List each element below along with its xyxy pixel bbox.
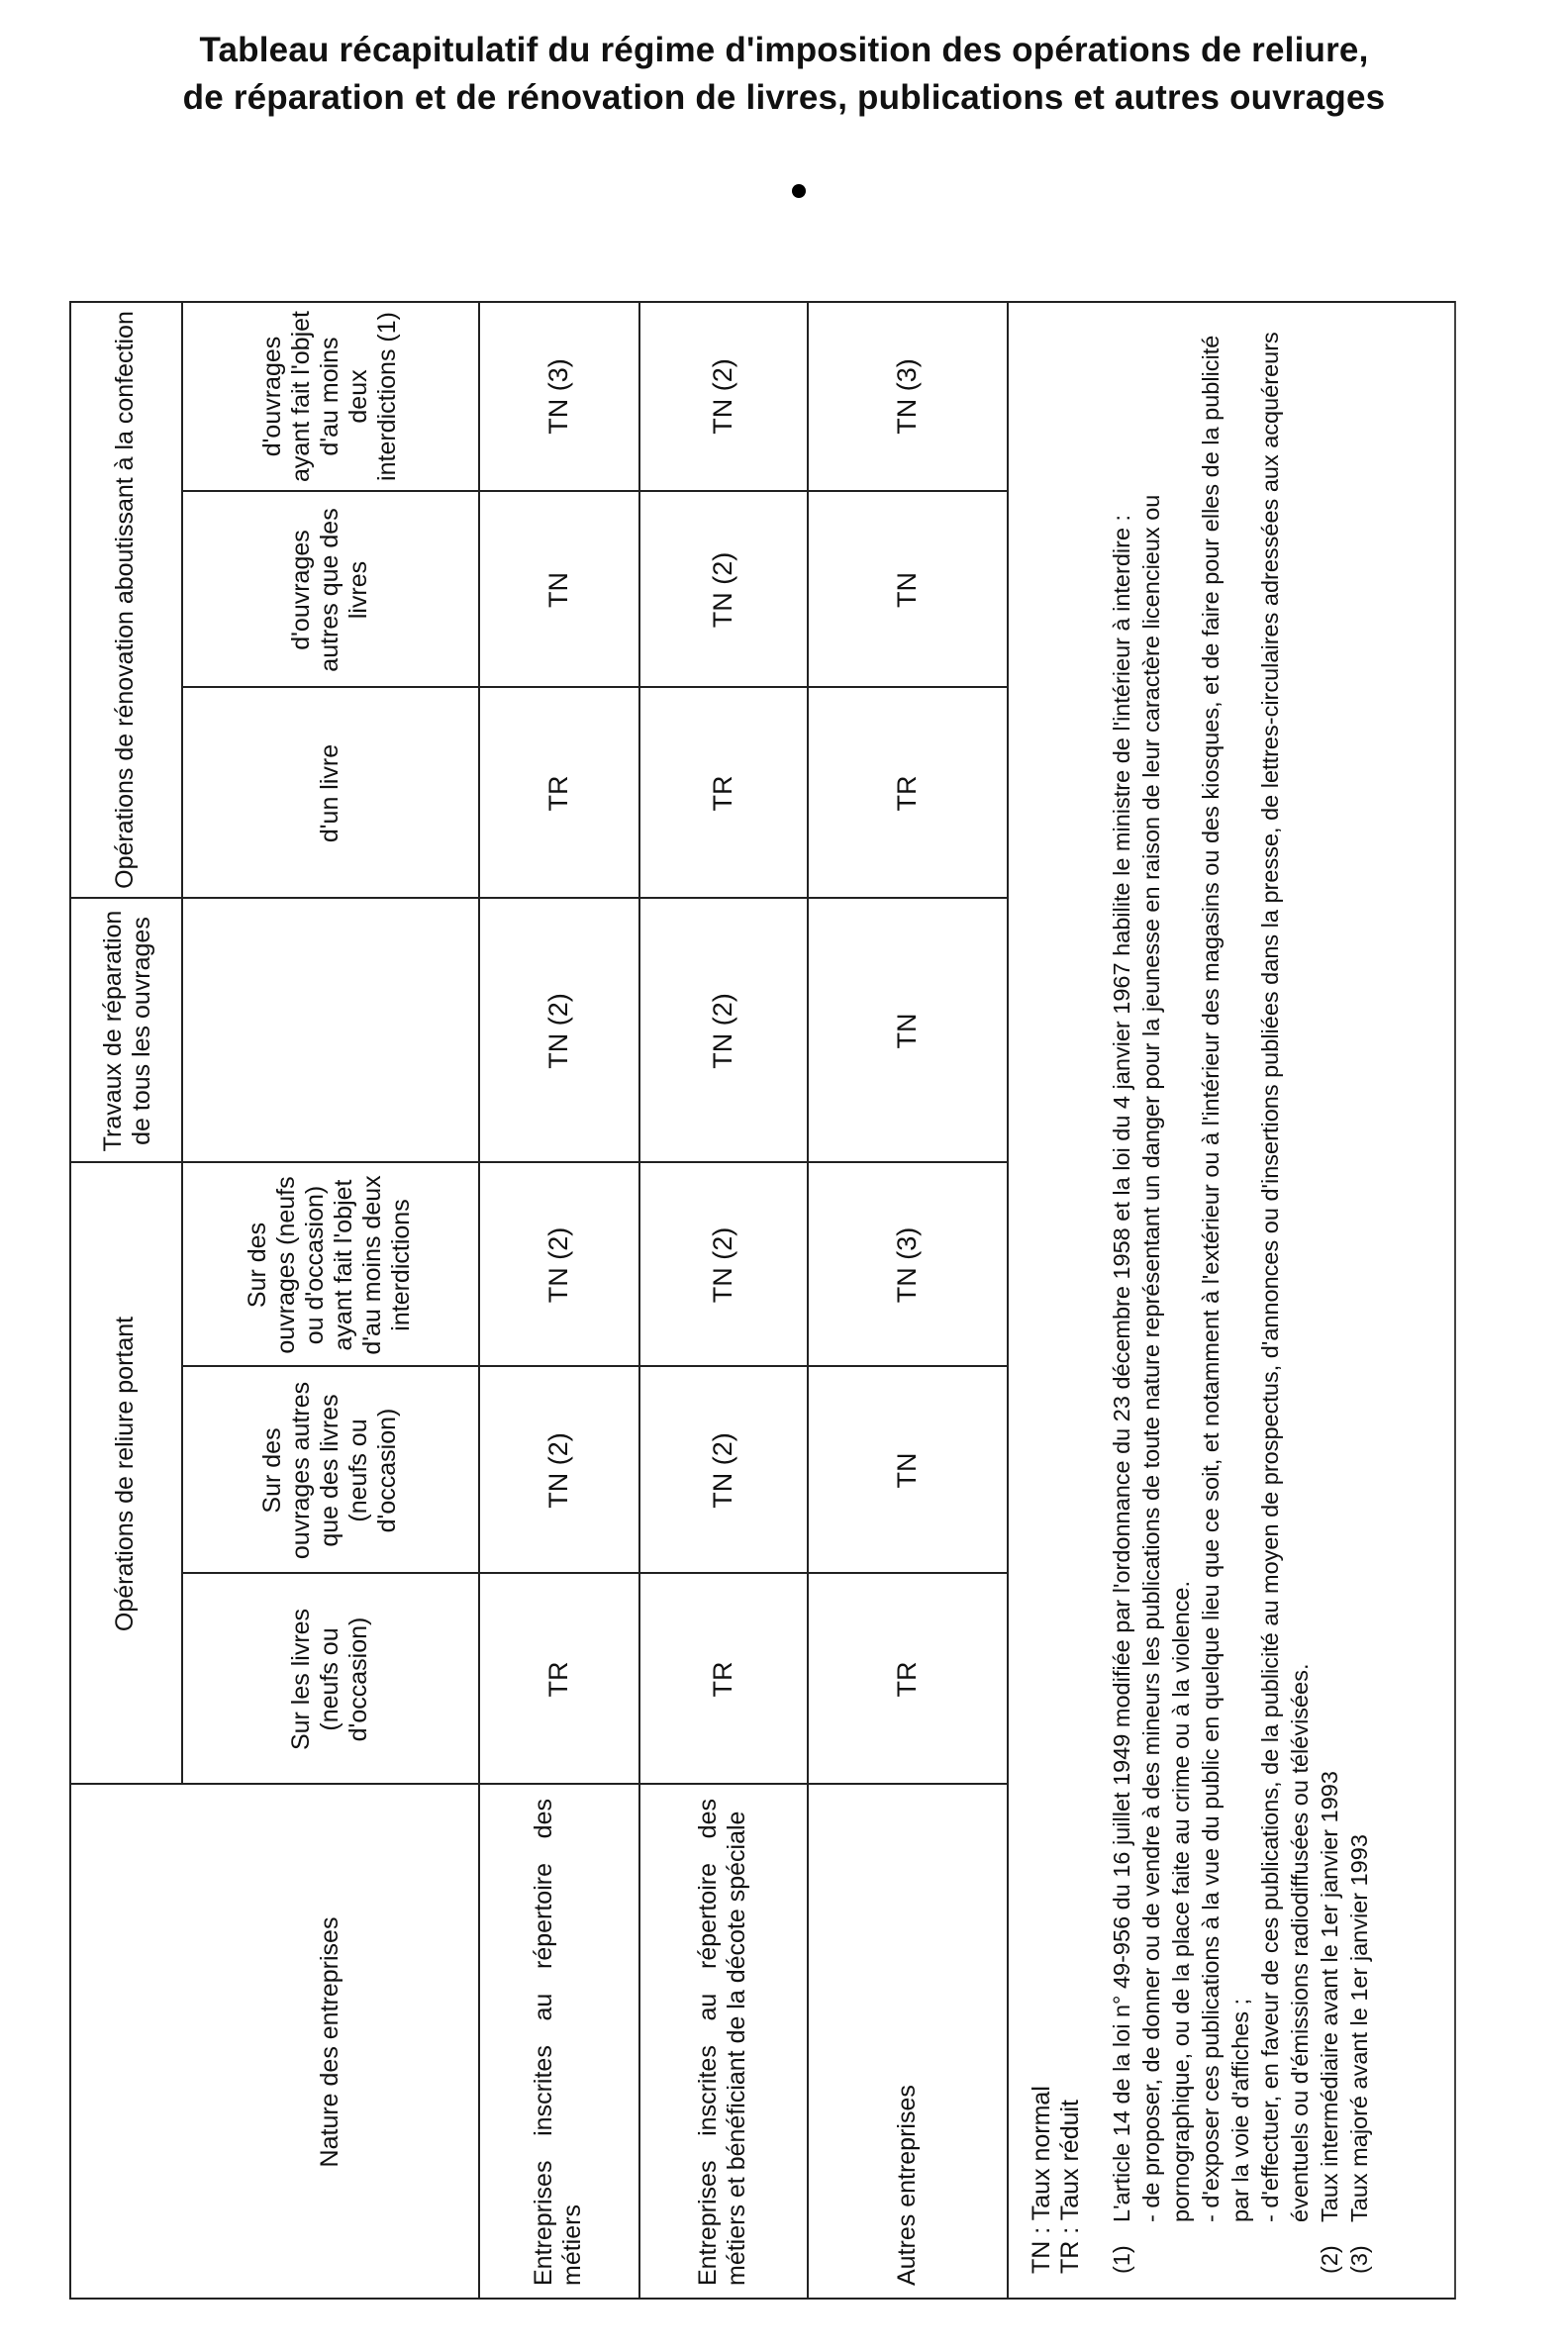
table-cell: TN <box>891 1013 922 1049</box>
table-cell: TR <box>542 775 573 812</box>
footnote-number: (2) <box>1317 2245 1342 2274</box>
table-cell: TN (2) <box>542 1432 573 1509</box>
row-label-repertoire: Entreprises inscrites au répertoire des métiers <box>530 1799 586 2286</box>
table-cell: TN <box>891 572 922 608</box>
row-label-autres: Autres entreprises <box>892 2085 921 2286</box>
table-cell: TN (2) <box>542 1226 573 1304</box>
tax-regime-table <box>69 301 1455 2300</box>
table-cell: TN (2) <box>707 993 737 1069</box>
footnote-text: L'article 14 de la loi n° 49-956 du 16 juillet 1949 modifiée par l'ordonnance du 23 décembre 1958 et la loi du 4 janvier 1967 habilite le ministre de l'intérieur à interdire : <box>1109 514 1134 2222</box>
table-cell: TN (3) <box>891 1226 922 1304</box>
footnote-text: - de proposer, de donner ou de vendre à des mineurs les publications de toute nature représentant un danger pour la jeunesse en raison de leur caractère licencieux ou pornographique, ou de la place faite au crime ou à la violence. <box>1138 494 1194 2222</box>
table-cell: TR <box>891 1661 922 1698</box>
header-group-renovation: Opérations de rénovation aboutissant à la confection <box>111 311 139 889</box>
table-cell: TR <box>707 1661 737 1698</box>
footnote-text: Taux majoré avant le 1er janvier 1993 <box>1346 1834 1372 2222</box>
footnote-text: Taux intermédiaire avant le 1er janvier 1993 <box>1317 1771 1342 2222</box>
table-cell: TN (2) <box>542 993 573 1069</box>
footnote-number: (3) <box>1346 2245 1372 2274</box>
page-title-line-1: Tableau récapitulatif du régime d'imposition des opérations de reliure, <box>199 31 1369 69</box>
table-cell: TN (2) <box>707 358 737 435</box>
table-cell: TN (2) <box>707 551 737 629</box>
footnote-text: - d'exposer ces publications à la vue du public en quelque lieu que ce soit, et notamment à l'extérieur ou à l'intérieur des magasins ou des kiosques, et de faire pour elles de la publicité par la voie d'affiches ; <box>1198 335 1253 2222</box>
footnote-text: - d'effectuer, en faveur de ces publications, de la publicité au moyen de prospectus, d'annonces ou d'insertions publiées dans la presse, de lettres-circulaires adressées aux acquéreurs éventuels ou d'émissions radiodiffusées ou télévisées. <box>1257 332 1313 2222</box>
footnote-number: (1) <box>1109 2245 1134 2274</box>
subheader-renovation-autres: d'ouvrages autres que des livres <box>286 508 372 672</box>
legend-tn: TN : Taux normal <box>1028 2086 1055 2274</box>
legend <box>1028 1680 1085 2274</box>
table-cell: TR <box>891 775 922 812</box>
header-group-reparation: Travaux de réparation de tous les ouvrages <box>99 910 155 1152</box>
legend-tr: TR : Taux réduit <box>1056 2099 1084 2274</box>
header-group-reliure: Opérations de reliure portant <box>111 1316 139 1632</box>
subheader-renovation-livre: d'un livre <box>315 743 343 843</box>
row-label-repertoire-decote: Entreprises inscrites au répertoire des métiers et bénéficiant de la décote spéciale <box>694 1799 750 2286</box>
table-cell: TN (2) <box>707 1226 737 1304</box>
header-nature: Nature des entreprises <box>315 1916 343 2168</box>
page-title-line-2: de réparation et de rénovation de livres, publications et autres ouvrages <box>182 78 1386 117</box>
footnote-2 <box>1315 324 1344 2274</box>
table-cell: TN (3) <box>891 358 922 435</box>
table-cell: TN <box>542 572 573 608</box>
table-cell: TR <box>542 1661 573 1698</box>
subheader-renovation-interdictions: d'ouvrages ayant fait l'objet d'au moins deux interdictions (1) <box>257 311 401 482</box>
subheader-reliure-autres: Sur des ouvrages autres que des livres (neufs ou d'occasion) <box>257 1381 401 1560</box>
footnote-1 <box>1107 324 1315 2274</box>
subheader-reliure-interdictions: Sur des ouvrages (neufs ou d'occasion) ayant fait l'objet d'au moins deux interdictions <box>244 1175 415 1355</box>
table-cell: TR <box>707 775 737 812</box>
table-cell: TN (3) <box>542 358 573 435</box>
table-cell: TN <box>891 1452 922 1489</box>
table-left-border-bottom <box>1454 301 1456 2300</box>
footnotes <box>1107 324 1374 2274</box>
footnote-3 <box>1344 324 1374 2274</box>
row-line-4 <box>1007 301 1009 2300</box>
subheader-reliure-livres: Sur les livres (neufs ou d'occasion) <box>286 1608 372 1751</box>
bullet-dot <box>792 184 806 198</box>
table-cell: TN (2) <box>707 1432 737 1509</box>
